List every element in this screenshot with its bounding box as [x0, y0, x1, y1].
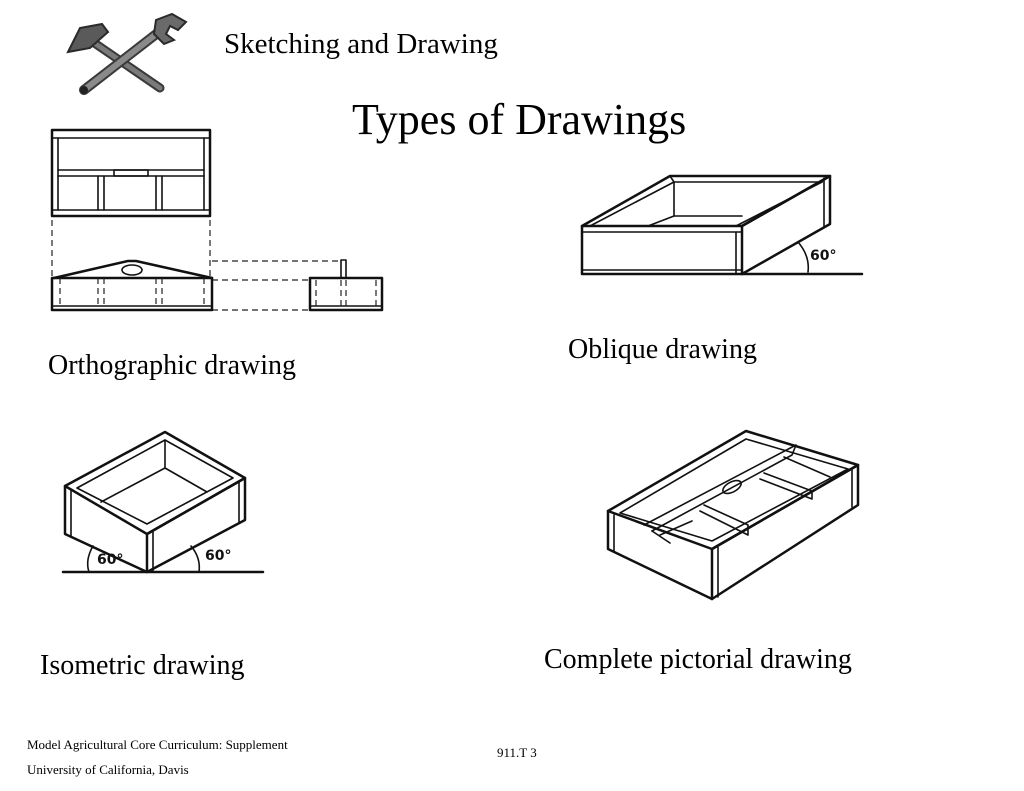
isometric-angle-left-label: 60° [97, 552, 124, 568]
footer-page-code: 911.T 3 [497, 745, 537, 760]
oblique-drawing [570, 160, 880, 290]
isometric-drawing [55, 422, 275, 582]
hammer-and-wrench-icon [60, 10, 195, 100]
pictorial-drawing [600, 425, 870, 605]
oblique-angle-label: 60° [810, 248, 837, 264]
orthographic-caption: Orthographic drawing [48, 350, 297, 381]
oblique-caption: Oblique drawing [568, 334, 757, 365]
slide-title: Types of Drawings [352, 95, 687, 144]
header-title: Sketching and Drawing [224, 28, 498, 60]
footer-curriculum: Model Agricultural Core Curriculum: Supplement [27, 737, 288, 752]
orthographic-drawing [40, 120, 400, 320]
pictorial-caption: Complete pictorial drawing [544, 644, 852, 675]
isometric-caption: Isometric drawing [40, 650, 245, 681]
footer-institution: University of California, Davis [27, 762, 189, 777]
isometric-angle-right-label: 60° [205, 548, 232, 564]
